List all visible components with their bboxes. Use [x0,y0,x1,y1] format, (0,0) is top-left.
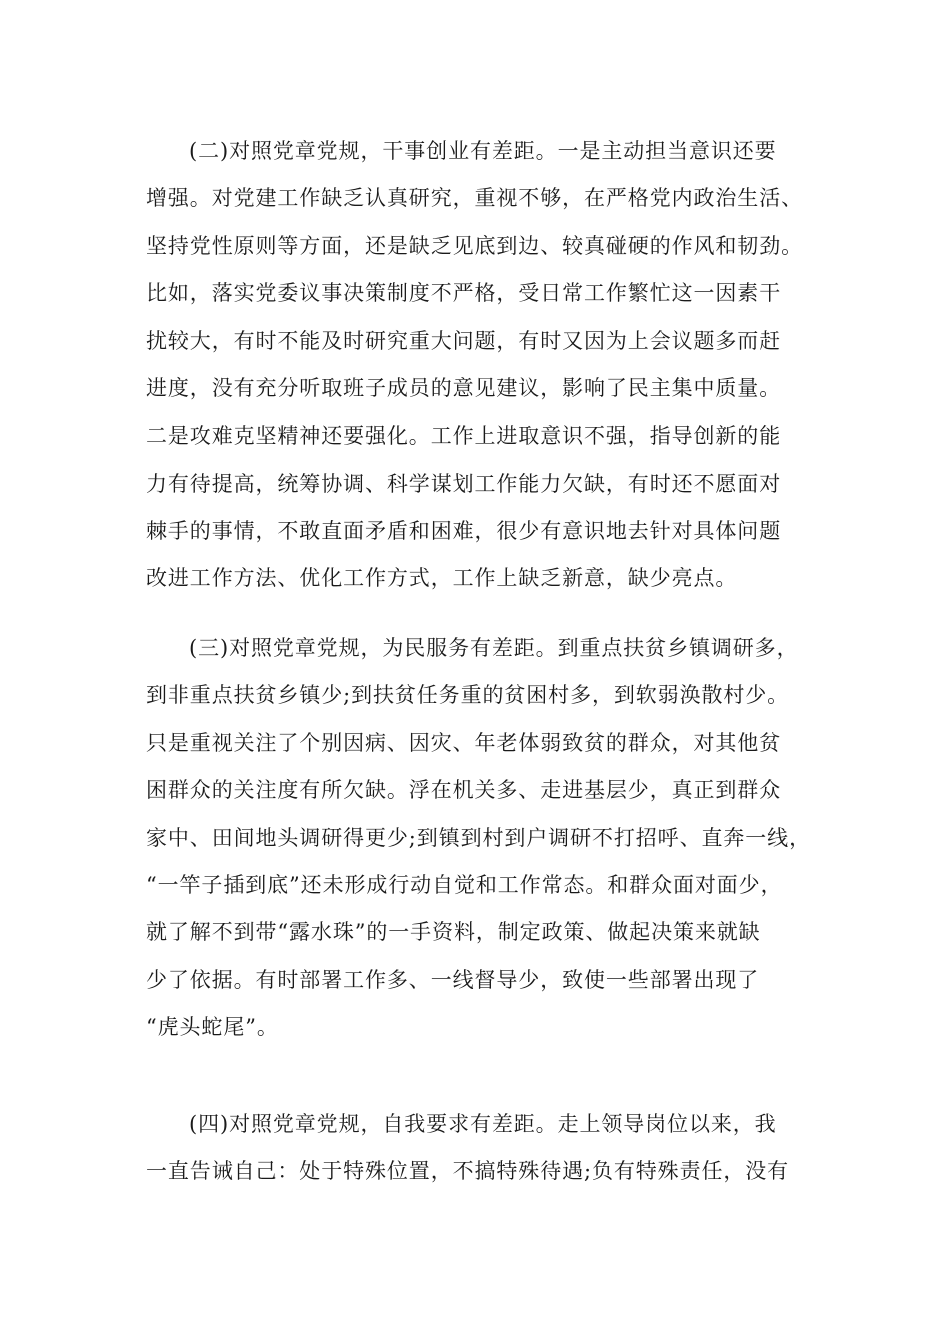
paragraph-3-line-2: 到非重点扶贫乡镇少;到扶贫任务重的贫困村多，到软弱涣散村少。 [146,683,790,707]
paragraph-3-line-7: 就了解不到带“露水珠”的一手资料，制定政策、做起决策来就缺 [146,920,761,944]
paragraph-4-line-2: 一直告诫自己：处于特殊位置，不搞特殊待遇;负有特殊责任，没有 [146,1159,790,1183]
paragraph-2-line-5: 扰较大，有时不能及时研究重大问题，有时又因为上会议题多而赶 [146,329,782,353]
paragraph-3-line-5: 家中、田间地头调研得更少;到镇到村到户调研不打招呼、直奔一线， [146,826,811,850]
paragraph-2-line-9: 棘手的事情，不敢直面矛盾和困难，很少有意识地去针对具体问题 [146,519,782,543]
paragraph-2-line-7: 二是攻难克坚精神还要强化。工作上进取意识不强，指导创新的能 [146,424,782,448]
paragraph-4-line-1: (四)对照党章党规，自我要求有差距。走上领导岗位以来，我 [189,1112,777,1136]
paragraph-3-line-8: 少了依据。有时部署工作多、一线督导少，致使一些部署出现了 [146,968,760,992]
paragraph-2-line-4: 比如，落实党委议事决策制度不严格，受日常工作繁忙这一因素干 [146,281,782,305]
paragraph-2-line-8: 力有待提高，统筹协调、科学谋划工作能力欠缺，有时还不愿面对 [146,472,782,496]
paragraph-2-line-3: 坚持党性原则等方面，还是缺乏见底到边、较真碰硬的作风和韧劲。 [146,234,803,258]
paragraph-3-line-4: 困群众的关注度有所欠缺。浮在机关多、走进基层少，真正到群众 [146,778,782,802]
paragraph-2-line-6: 进度，没有充分听取班子成员的意见建议，影响了民主集中质量。 [146,376,782,400]
paragraph-3-line-6: “一竿子插到底”还未形成行动自觉和工作常态。和群众面对面少， [146,873,783,897]
paragraph-3-line-1: (三)对照党章党规，为民服务有差距。到重点扶贫乡镇调研多， [189,636,799,660]
paragraph-3-line-3: 只是重视关注了个别因病、因灾、年老体弱致贫的群众，对其他贫 [146,731,782,755]
paragraph-2-line-10: 改进工作方法、优化工作方式，工作上缺乏新意，缺少亮点。 [146,566,738,590]
paragraph-2-line-2: 增强。对党建工作缺乏认真研究，重视不够，在严格党内政治生活、 [146,186,803,210]
paragraph-3-line-9: “虎头蛇尾”。 [146,1015,279,1039]
paragraph-2-line-1: (二)对照党章党规，干事创业有差距。一是主动担当意识还要 [189,139,777,163]
